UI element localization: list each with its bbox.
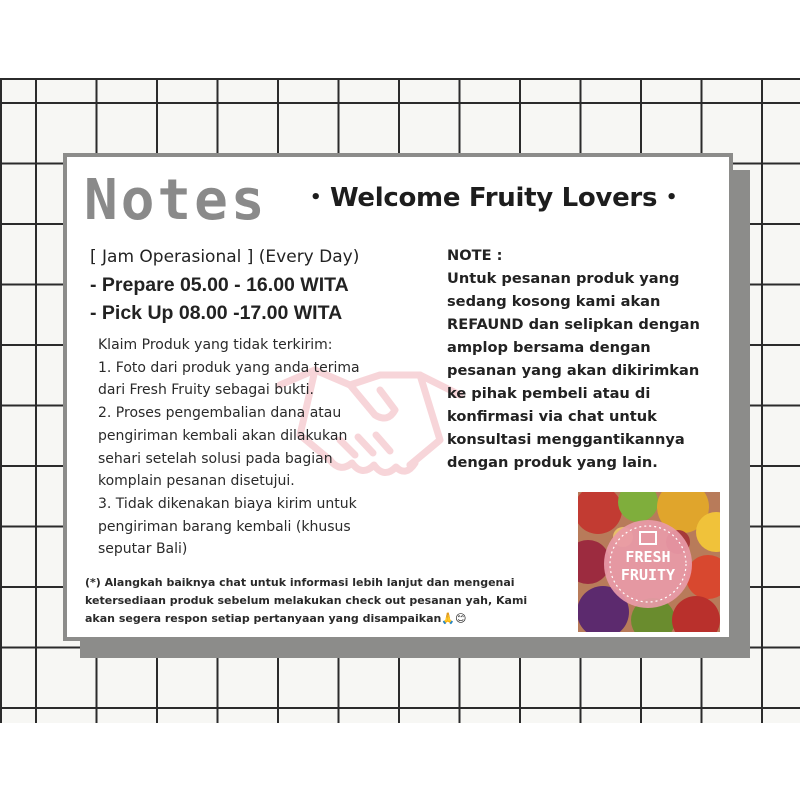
notes-heading: Notes — [84, 168, 268, 233]
brand-line-2: FRUITY — [620, 566, 676, 584]
brand-line-1: FRESH — [625, 548, 671, 566]
note-line: konfirmasi via chat untuk — [447, 408, 657, 425]
note-heading: NOTE : — [447, 247, 503, 264]
claim-line: 2. Proses pengembalian dana atau — [98, 405, 342, 422]
note-line: amplop bersama dengan — [447, 339, 651, 356]
note-line: ke pihak pembeli atau di — [447, 385, 651, 402]
note-section — [447, 244, 747, 474]
note-line: REFAUND dan selipkan dengan — [447, 316, 700, 333]
claim-line: seputar Bali) — [98, 541, 188, 558]
operational-hours-heading: [ Jam Operasional ] (Every Day) — [90, 247, 360, 267]
claim-line: 1. Foto dari produk yang anda terima — [98, 359, 360, 376]
welcome-title — [310, 183, 677, 213]
bullet-left: • — [310, 187, 322, 208]
footer-line: ketersediaan produk sebelum melakukan check out pesanan yah, Kami — [85, 594, 528, 607]
fresh-fruity-logo — [578, 492, 720, 632]
footer-line: akan segera respon setiap pertanyaan yang disampaikan🙏😊 — [85, 612, 467, 625]
claim-line: komplain pesanan disetujui. — [98, 473, 295, 490]
footer-note — [85, 574, 565, 628]
note-line: pesanan yang akan dikirimkan — [447, 362, 700, 379]
claim-line: pengiriman kembali akan dilakukan — [98, 427, 348, 444]
claim-line: 3. Tidak dikenakan biaya kirim untuk — [98, 495, 357, 512]
welcome-text: Welcome Fruity Lovers — [329, 183, 658, 213]
note-line: sedang kosong kami akan — [447, 293, 661, 310]
fruit-photo — [578, 492, 720, 632]
operational-hours — [90, 243, 359, 327]
note-line: dengan produk yang lain. — [447, 454, 658, 471]
claim-line: Klaim Produk yang tidak terkirim: — [98, 337, 333, 353]
prepare-hours: - Prepare 05.00 - 16.00 WITA — [90, 274, 349, 296]
claim-line: sehari setelah solusi pada bagian — [98, 450, 333, 467]
note-line: konsultasi menggantikannya — [447, 431, 685, 448]
claim-line: pengiriman barang kembali (khusus — [98, 518, 351, 535]
claim-section — [98, 334, 428, 561]
bullet-right: • — [665, 187, 678, 208]
footer-line: (*) Alangkah baiknya chat untuk informasi lebih lanjut dan mengenai — [85, 576, 515, 589]
note-line: Untuk pesanan produk yang — [447, 270, 680, 287]
pickup-hours: - Pick Up 08.00 -17.00 WITA — [90, 302, 343, 324]
claim-line: dari Fresh Fruity sebagai bukti. — [98, 382, 314, 399]
